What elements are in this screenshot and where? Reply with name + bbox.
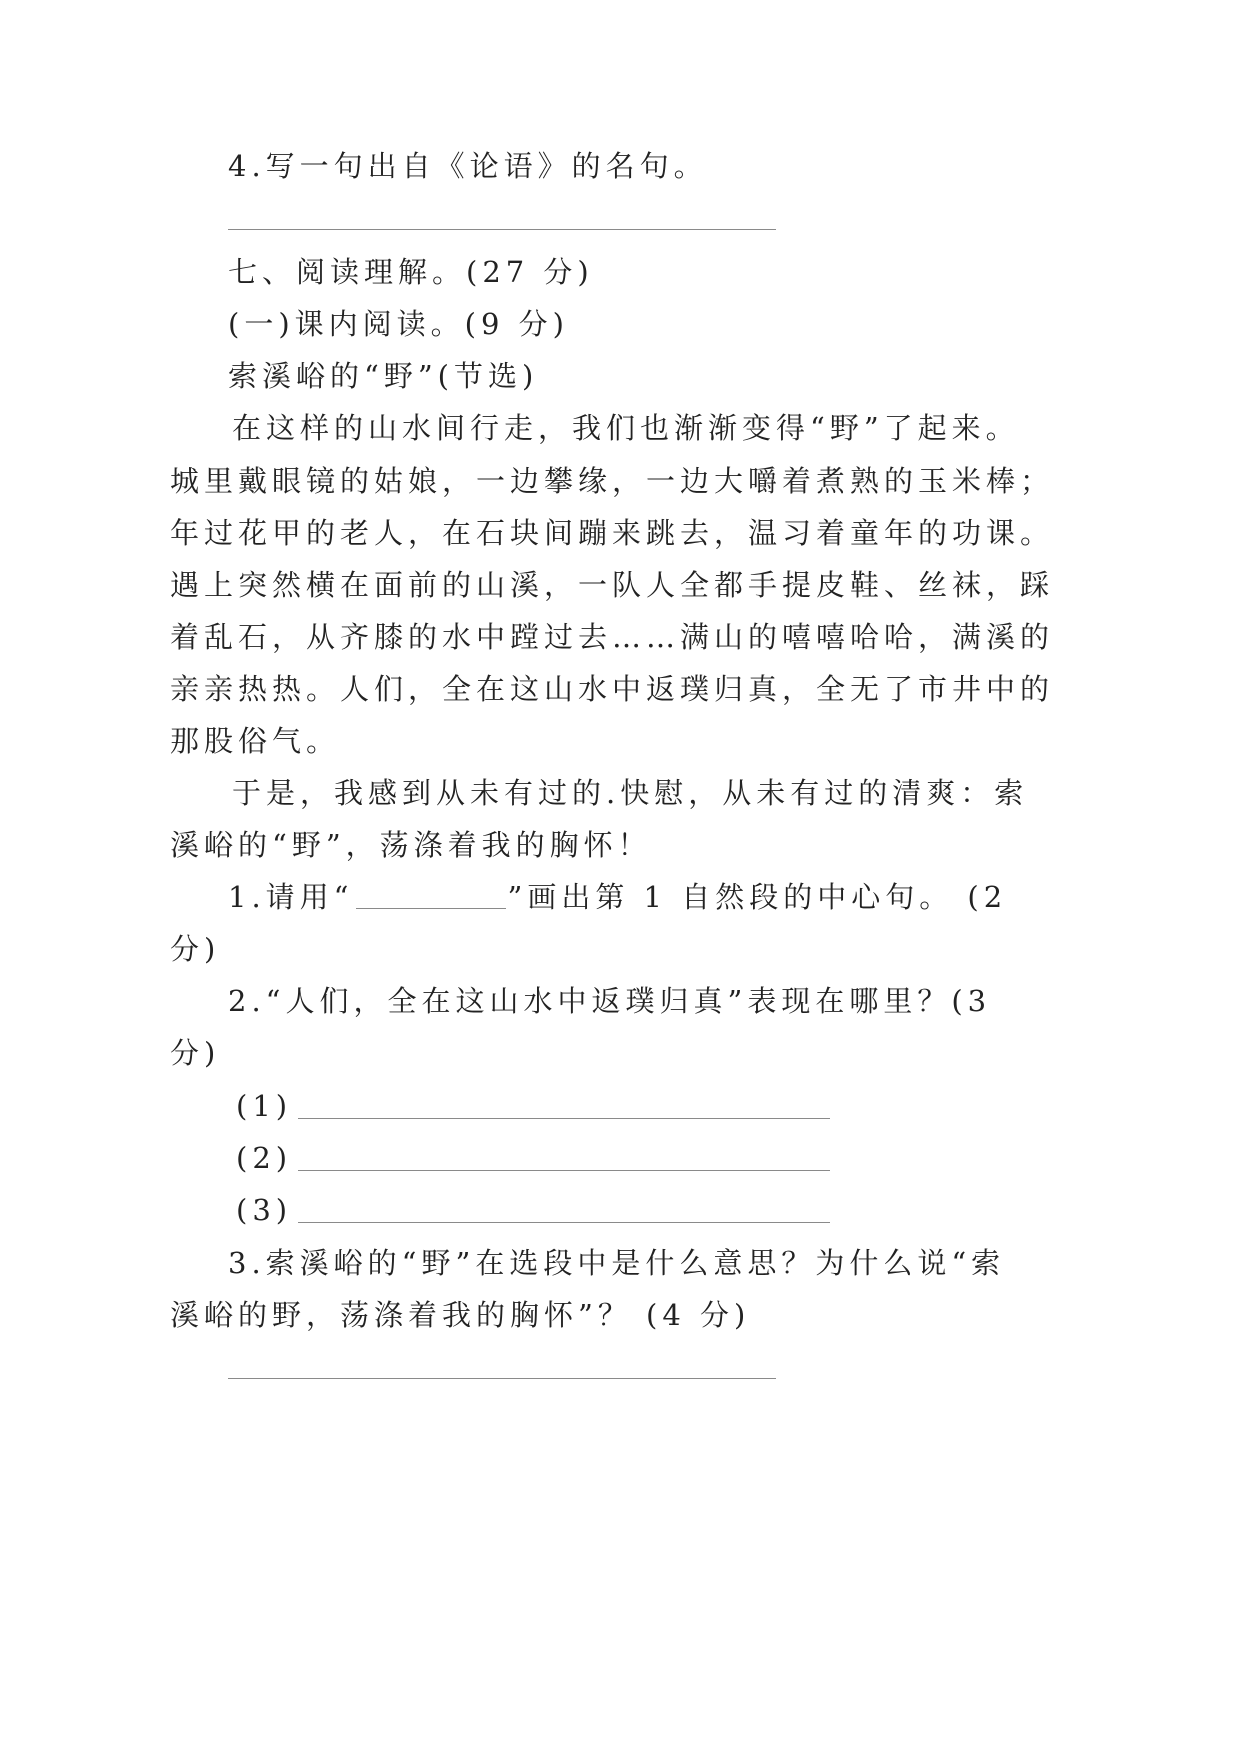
- passage-line: 年过花甲的老人，在石块间蹦来跳去，温习着童年的功课。: [170, 516, 1055, 550]
- subsection-title: (一)课内阅读。(9 分): [228, 307, 569, 341]
- answer-line-q3: [228, 1378, 776, 1379]
- answer-item-1: [236, 1086, 830, 1126]
- question-4: 4.写一句出自《论语》的名句。: [228, 149, 708, 183]
- passage-line: 城里戴眼镜的姑娘，一边攀缘，一边大嚼着煮熟的玉米棒；: [170, 464, 1055, 498]
- answer-item-label: (3): [236, 1193, 293, 1227]
- question-3-continued: 溪峪的野，荡涤着我的胸怀”？ (4 分): [170, 1298, 751, 1332]
- passage-line: 亲亲热热。人们，全在这山水中返璞归真，全无了市井中的: [170, 672, 1055, 706]
- passage-line: 在这样的山水间行走，我们也渐渐变得“野”了起来。: [232, 411, 1020, 445]
- question-1-continued: 分): [170, 932, 221, 966]
- question-1-text-start: 1.请用“: [228, 880, 354, 914]
- underline-sample: [356, 908, 506, 909]
- answer-line: [298, 1170, 830, 1171]
- question-2-continued: 分): [170, 1036, 221, 1070]
- answer-item-2: [236, 1138, 830, 1178]
- passage-line: 着乱石，从齐膝的水中蹚过去……满山的嘻嘻哈哈，满溪的: [170, 620, 1055, 654]
- question-3: 3.索溪峪的“野”在选段中是什么意思？为什么说“索: [228, 1246, 1006, 1280]
- answer-line-q4: [228, 229, 776, 230]
- answer-line: [298, 1118, 830, 1119]
- passage-line: 遇上突然横在面前的山溪，一队人全都手提皮鞋、丝袜，踩: [170, 568, 1055, 602]
- answer-item-label: (2): [236, 1141, 293, 1175]
- question-1: [228, 877, 1007, 917]
- question-1-text-end: ”画出第 1 自然段的中心句。 (2: [507, 880, 1008, 914]
- passage-line: 溪峪的“野”，荡涤着我的胸怀！: [170, 828, 652, 862]
- answer-item-3: [236, 1190, 830, 1230]
- passage-line: 于是，我感到从未有过的.快慰，从未有过的清爽：索: [232, 776, 1029, 810]
- section-title: 七、阅读理解。(27 分): [228, 255, 594, 289]
- question-2: 2.“人们，全在这山水中返璞归真”表现在哪里？(3: [228, 984, 992, 1018]
- passage-line: 那股俗气。: [170, 724, 341, 758]
- answer-line: [298, 1222, 830, 1223]
- answer-item-label: (1): [236, 1089, 293, 1123]
- passage-title: 索溪峪的“野”(节选): [228, 359, 539, 393]
